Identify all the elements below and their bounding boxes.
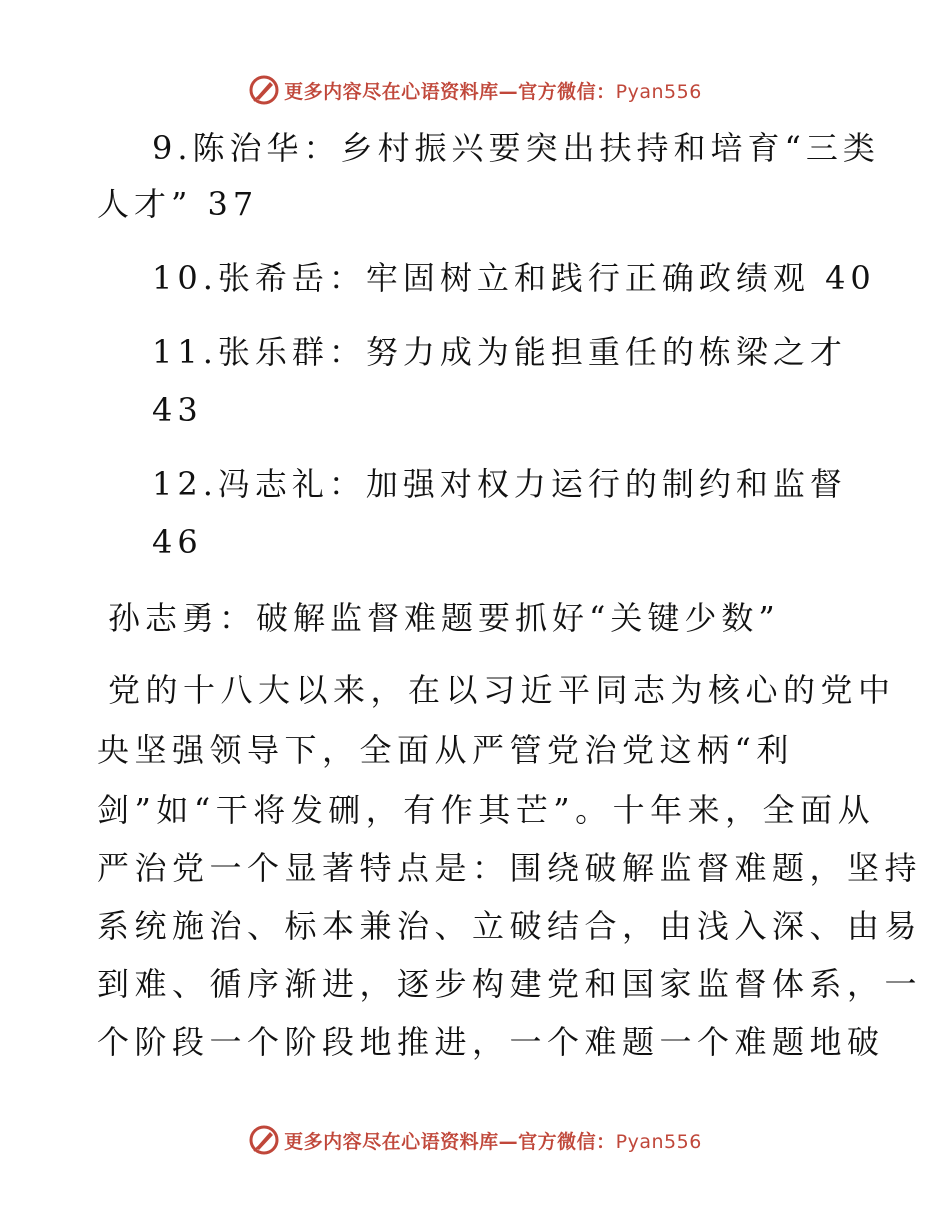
watermark-text: 更多内容尽在心语资料库—官方微信：Pyan556 bbox=[284, 80, 702, 103]
toc-entry-12-page: 46 bbox=[152, 523, 203, 561]
body-line-6: 到难、循序渐进，逐步构建党和国家监督体系，一 bbox=[97, 965, 923, 1003]
footer-watermark bbox=[0, 1120, 950, 1160]
body-line-4: 严治党一个显著特点是：围绕破解监督难题，坚持 bbox=[97, 849, 923, 887]
toc-entry-11: 11.张乐群：努力成为能担重任的栋梁之才 bbox=[152, 333, 847, 371]
header-watermark bbox=[0, 70, 950, 110]
toc-entry-12: 12.冯志礼：加强对权力运行的制约和监督 bbox=[152, 465, 847, 503]
body-line-3: 剑”如“干将发硎，有作其芒”。十年来，全面从 bbox=[97, 791, 876, 829]
watermark-account: Pyan556 bbox=[615, 1130, 702, 1153]
body-line-1: 党的十八大以来，在以习近平同志为核心的党中 bbox=[108, 671, 896, 709]
toc-entry-11-page: 43 bbox=[152, 391, 203, 429]
toc-entry-10: 10.张希岳：牢固树立和践行正确政绩观 40 bbox=[152, 259, 876, 297]
watermark-text: 更多内容尽在心语资料库—官方微信：Pyan556 bbox=[284, 1130, 702, 1153]
watermark-account: Pyan556 bbox=[615, 80, 702, 103]
toc-entry-9: 9.陈治华：乡村振兴要突出扶持和培育“三类 bbox=[152, 129, 880, 167]
body-line-7: 个阶段一个阶段地推进，一个难题一个难题地破 bbox=[97, 1023, 885, 1061]
quill-logo-icon bbox=[248, 74, 280, 106]
body-line-2: 央坚强领导下，全面从严管党治党这柄“利 bbox=[97, 731, 794, 769]
quill-logo-icon bbox=[248, 1124, 280, 1156]
toc-entry-9-cont: 人才” 37 bbox=[97, 185, 259, 223]
body-line-5: 系统施治、标本兼治、立破结合，由浅入深、由易 bbox=[97, 907, 923, 945]
article-title: 孙志勇：破解监督难题要抓好“关键少数” bbox=[108, 599, 780, 637]
